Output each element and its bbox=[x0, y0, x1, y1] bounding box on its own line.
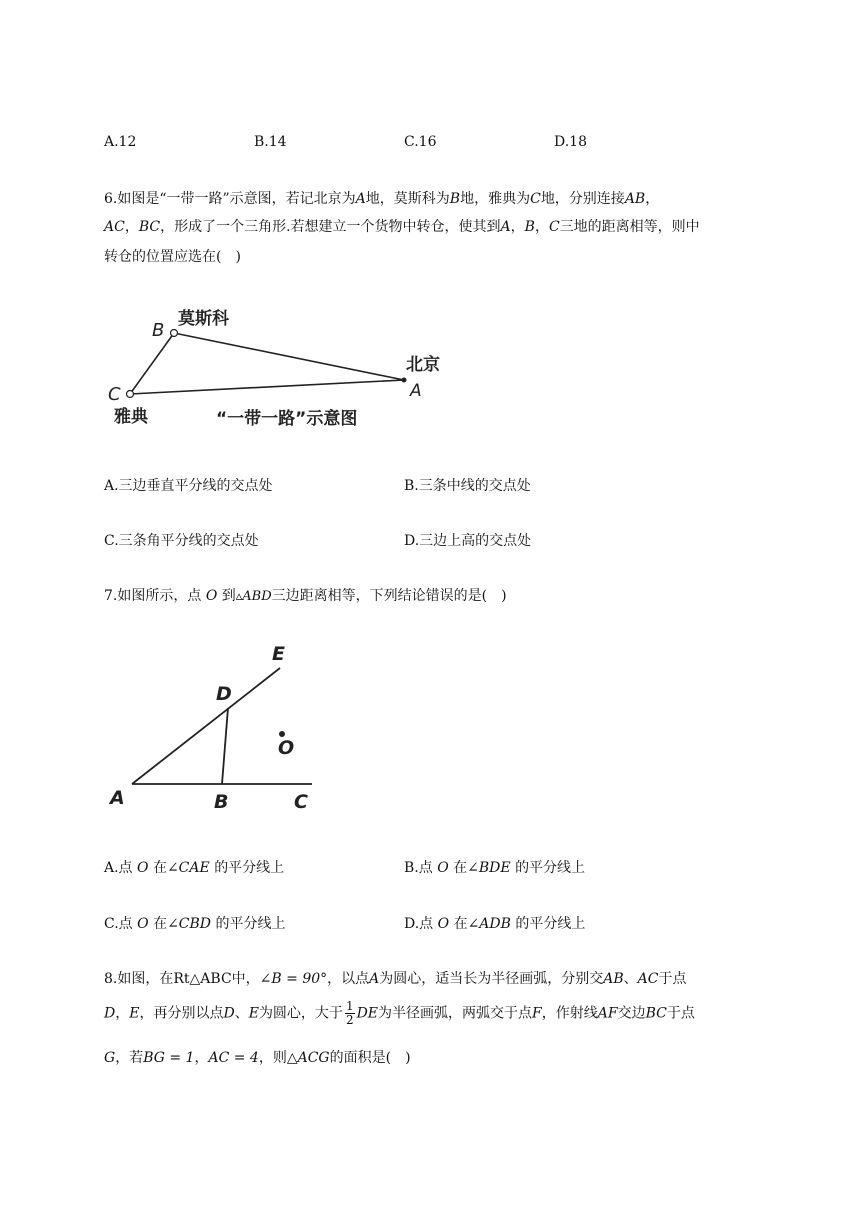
q5-option-d: D.18 bbox=[554, 134, 587, 150]
q8-line-3: G，若BG = 1，AC = 4，则△ACG的面积是( ) bbox=[104, 1050, 411, 1066]
q6-edge-ba bbox=[174, 333, 404, 380]
q6-point-c bbox=[127, 391, 134, 398]
q7-label-a: A bbox=[110, 787, 125, 809]
q6-option-b: B.三条中线的交点处 bbox=[404, 478, 531, 494]
q7-ray-ae bbox=[132, 668, 280, 784]
q7-label-e: E bbox=[272, 643, 285, 665]
q6-label-a: A bbox=[410, 381, 422, 401]
q7-option-d: D.点 O 在∠ADB 的平分线上 bbox=[404, 916, 586, 932]
q7-label-c: C bbox=[294, 791, 308, 813]
q6-label-moscow: 莫斯科 bbox=[178, 309, 229, 329]
q7-option-c: C.点 O 在∠CBD 的平分线上 bbox=[104, 916, 286, 932]
q7-label-b: B bbox=[214, 791, 229, 813]
q6-label-beijing: 北京 bbox=[406, 355, 440, 375]
q7-option-a: A.点 O 在∠CAE 的平分线上 bbox=[104, 860, 285, 876]
q7-label-o: O bbox=[278, 737, 295, 759]
q7-segment-db bbox=[222, 708, 228, 784]
q7-label-d: D bbox=[216, 683, 232, 705]
q8-fraction-half: $\frac{1}{2}$ bbox=[345, 999, 354, 1027]
q6-option-a: A.三边垂直平分线的交点处 bbox=[104, 478, 273, 494]
q6-point-b bbox=[171, 330, 178, 337]
q6-label-b: B bbox=[152, 320, 165, 341]
q7-question: 7.如图所示，点 O 到▵ABD三边距离相等，下列结论错误的是( ) bbox=[104, 588, 507, 604]
q6-edge-bc bbox=[130, 333, 174, 394]
q8-line-2: D，E，再分别以点D、E为圆心，大于 $\frac{1}{2}$ DE为半径画弧，两弧交于点F，作射线AF交边BC于点 bbox=[104, 999, 695, 1027]
q6-option-d: D.三边上高的交点处 bbox=[404, 533, 532, 549]
q6-line-2: AC，BC，形成了一个三角形.若想建立一个货物中转仓，使其到A，B，C三地的距离相等，则中 bbox=[104, 219, 700, 235]
q7-option-b: B.点 O 在∠BDE 的平分线上 bbox=[404, 860, 586, 876]
q6-option-c: C.三条角平分线的交点处 bbox=[104, 533, 259, 549]
q5-option-b: B.14 bbox=[254, 134, 287, 150]
q5-option-a: A.12 bbox=[104, 134, 137, 150]
q6-label-c: C bbox=[108, 384, 121, 405]
q6-caption: “一带一路”示意图 bbox=[216, 409, 358, 429]
q8-line-1: 8.如图，在Rt△ABC中，∠B = 90°，以点A为圆心，适当长为半径画弧，分别交AB、AC于点 bbox=[104, 971, 687, 987]
q6-label-athens: 雅典 bbox=[114, 407, 148, 427]
q6-point-a bbox=[402, 378, 407, 383]
q6-figure bbox=[104, 298, 464, 438]
q7-figure bbox=[104, 638, 334, 818]
q6-line-3: 转仓的位置应选在( ) bbox=[104, 249, 241, 265]
q6-line-1: 6.如图是“一带一路”示意图，若记北京为A地，莫斯科为B地，雅典为C地，分别连接AB， bbox=[104, 191, 660, 207]
q6-edge-ca bbox=[130, 380, 404, 394]
q5-option-c: C.16 bbox=[404, 134, 437, 150]
